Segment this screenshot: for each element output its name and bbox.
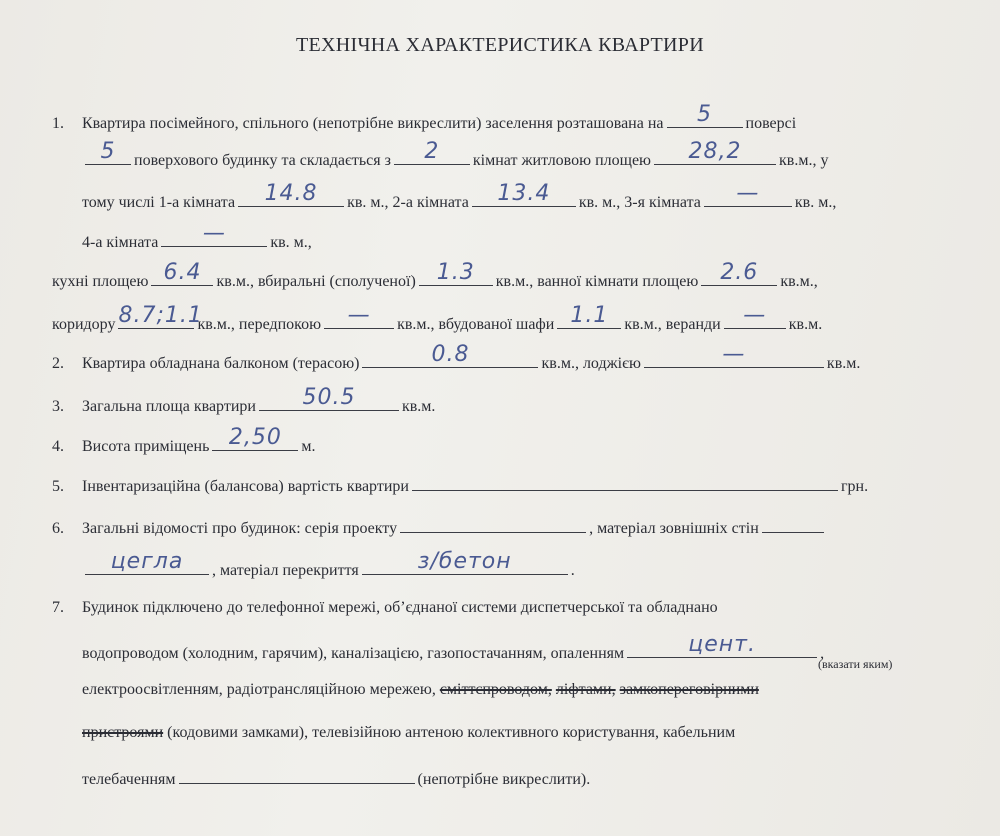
s1-text: кв. м., <box>794 194 837 211</box>
heating-value: цент. <box>688 632 756 657</box>
s1-text: кухні площею <box>52 273 149 290</box>
kitchen-field[interactable] <box>151 260 213 286</box>
corridor-value: 8.7;1.1 <box>118 303 203 328</box>
room3-value: — <box>736 181 760 206</box>
heating-note: (вказати яким) <box>818 657 893 671</box>
s1-text: поверсі <box>745 115 797 132</box>
rooms-field[interactable] <box>394 139 470 165</box>
s6-text: , матеріал зовнішніх стін <box>589 520 759 537</box>
room2-field[interactable] <box>472 181 576 207</box>
room1-value: 14.8 <box>264 181 318 206</box>
item-number: 4. <box>52 438 64 455</box>
loggia-field[interactable] <box>644 342 824 368</box>
s7-text: електроосвітленням, радіотрансляційною мережею, <box>82 681 436 698</box>
s1-text: кв.м., <box>780 273 818 290</box>
rooms-value: 2 <box>424 139 440 164</box>
kitchen-value: 6.4 <box>163 260 202 285</box>
floor-value: 5 <box>697 102 712 127</box>
storeys-value: 5 <box>100 139 116 164</box>
floors-value: з/бетон <box>417 549 512 574</box>
hallway-value: — <box>347 303 371 328</box>
item-number: 5. <box>52 478 64 495</box>
bath-value: 2.6 <box>720 260 759 285</box>
total-area-value: 50.5 <box>302 385 356 410</box>
s6-text: , матеріал перекриття <box>212 562 359 579</box>
s6-line-2 <box>82 549 575 580</box>
value-field[interactable] <box>412 473 838 491</box>
hallway-field[interactable] <box>324 303 394 329</box>
s7-text: (кодовими замками), телевізійною антеною колективного користування, кабельним <box>167 724 736 741</box>
s1-text: кімнат житловою площею <box>472 152 651 169</box>
walls-value: цегла <box>110 549 184 574</box>
s1-text: кв.м., веранди <box>624 316 721 333</box>
total-area-field[interactable] <box>259 385 399 411</box>
cable-field[interactable] <box>179 766 415 784</box>
s1-text: тому числі 1-а кімната <box>82 194 236 211</box>
height-value: 2,50 <box>228 425 282 450</box>
s6-text: . <box>570 562 575 579</box>
s7-text: водопроводом (холодним, гарячим), каналізацією, газопостачанням, опаленням <box>82 645 625 662</box>
s1-text: кв.м., передпокою <box>197 316 322 333</box>
struck-devices: пристроями <box>82 724 164 741</box>
s7-text: , <box>820 645 825 662</box>
living-area-value: 28,2 <box>688 139 742 164</box>
room3-field[interactable] <box>704 181 792 207</box>
item-number: 1. <box>52 115 64 132</box>
walls-field-end[interactable] <box>762 515 824 533</box>
item-number: 3. <box>52 398 64 415</box>
s1-text: кв.м., вбудованої шафи <box>397 316 555 333</box>
s1-text: кв.м., у <box>779 152 829 169</box>
s3-text: Загальна площа квартири <box>82 398 256 415</box>
room4-value: — <box>202 221 226 246</box>
s1-line-6 <box>52 303 823 334</box>
s7-line-2 <box>82 632 825 663</box>
corridor-field[interactable] <box>118 303 203 329</box>
s7-text: телебаченням <box>82 771 176 788</box>
s1-text: кв.м., вбиральні (сполученої) <box>216 273 416 290</box>
loggia-value: — <box>722 342 746 367</box>
balcony-field[interactable] <box>362 342 538 368</box>
s2-line <box>52 342 861 373</box>
s3-line <box>52 385 436 416</box>
toilet-field[interactable] <box>419 260 493 286</box>
s5-text: Інвентаризаційна (балансова) вартість квартири <box>82 478 409 495</box>
s1-line-5 <box>52 260 818 291</box>
s3-text: кв.м. <box>401 398 436 415</box>
s1-line-2 <box>82 139 829 170</box>
s6-text: Загальні відомості про будинок: серія проекту <box>82 520 398 537</box>
closet-value: 1.1 <box>570 303 609 328</box>
series-field[interactable] <box>400 515 586 533</box>
struck-intercom: замкопереговірними <box>619 681 759 698</box>
s5-text: грн. <box>840 478 869 495</box>
veranda-value: — <box>743 303 767 328</box>
balcony-value: 0.8 <box>431 342 470 367</box>
s1-text: Квартира посімейного, спільного (непотрібне викреслити) заселення розташована на <box>82 115 664 132</box>
s4-text: м. <box>301 438 316 455</box>
s7-text: (непотрібне викреслити). <box>417 771 591 788</box>
floors-field[interactable] <box>362 549 568 575</box>
s2-text: Квартира обладнана балконом (терасою) <box>82 355 360 372</box>
page-title: ТЕХНІЧНА ХАРАКТЕРИСТИКА КВАРТИРИ <box>296 34 704 56</box>
s7-line-1 <box>52 599 718 617</box>
item-number: 7. <box>52 599 64 616</box>
s2-text: кв.м., лоджією <box>541 355 641 372</box>
s1-text: кв. м., 3-я кімната <box>578 194 701 211</box>
s4-line <box>52 425 316 456</box>
s2-text: кв.м. <box>826 355 861 372</box>
s1-text: коридору <box>52 316 116 333</box>
struck-elevators: ліфтами, <box>555 681 616 698</box>
item-number: 2. <box>52 355 64 372</box>
s4-text: Висота приміщень <box>82 438 210 455</box>
floor-field[interactable] <box>667 102 743 128</box>
s5-line <box>52 473 868 496</box>
s7-line-3 <box>82 681 759 699</box>
bath-field[interactable] <box>701 260 777 286</box>
s1-line-4 <box>82 221 312 252</box>
closet-field[interactable] <box>557 303 621 329</box>
item-number: 6. <box>52 520 64 537</box>
s1-text: кв.м. <box>788 316 823 333</box>
s7-line-4 <box>82 724 735 742</box>
s1-text: кв. м., 2-а кімната <box>347 194 469 211</box>
room4-field[interactable] <box>161 221 267 247</box>
storeys-field[interactable] <box>85 139 131 165</box>
room1-field[interactable] <box>238 181 344 207</box>
height-field[interactable] <box>212 425 298 451</box>
heating-field[interactable] <box>627 632 817 658</box>
s7-text: Будинок підключено до телефонної мережі, об’єднаної системи диспетчерської та обладнано <box>82 599 718 616</box>
room2-value: 13.4 <box>497 181 551 206</box>
s1-line-1 <box>52 102 797 133</box>
s6-line-1 <box>52 515 827 538</box>
s1-line-3 <box>82 181 837 212</box>
s1-text: поверхового будинку та складається з <box>134 152 391 169</box>
living-area-field[interactable] <box>654 139 776 165</box>
s1-text: кв.м., ванної кімнати площею <box>495 273 699 290</box>
s7-line-5 <box>82 766 590 789</box>
struck-garbage-chute: сміттєпроводом, <box>439 681 552 698</box>
s1-text: кв. м., <box>270 234 312 251</box>
s1-text: 4-а кімната <box>82 234 159 251</box>
veranda-field[interactable] <box>724 303 786 329</box>
walls-field[interactable] <box>85 549 209 575</box>
toilet-value: 1.3 <box>436 260 475 285</box>
